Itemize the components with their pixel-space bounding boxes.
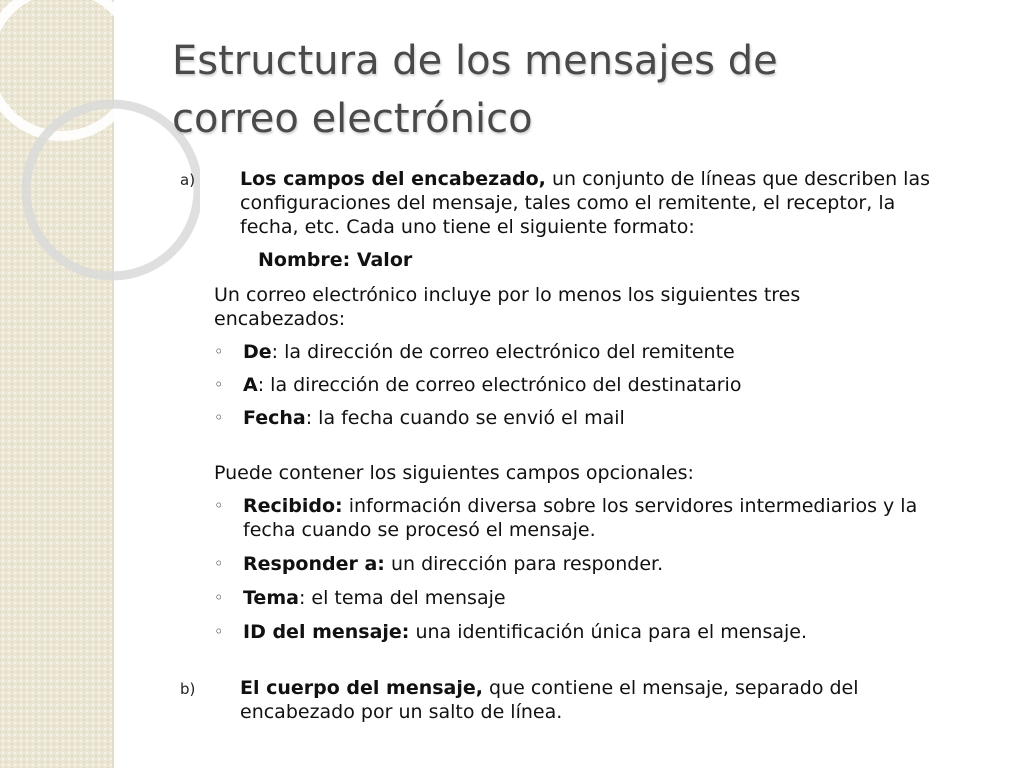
optional-field-recibido: [243, 494, 917, 518]
required-intro-line-2: encabezados:: [214, 308, 346, 330]
optional-field-responder: [243, 552, 663, 576]
required-intro-line-1: Un correo electrónico incluye por lo menos los siguientes tres: [214, 284, 801, 306]
decorative-circles: [0, 0, 200, 320]
optional-field-recibido-cont: fecha cuando se procesó el mensaje.: [243, 519, 596, 541]
item-a-marker: a): [180, 171, 196, 189]
required-field-fecha: [243, 406, 625, 430]
bullet-icon: ◦: [214, 622, 224, 641]
field-name: Fecha: [243, 407, 306, 429]
item-a-bold: Los campos del encabezado,: [240, 168, 546, 190]
item-b-text-1: que contiene el mensaje, separado del: [483, 677, 859, 699]
optional-intro: Puede contener los siguientes campos opcionales:: [214, 462, 694, 484]
item-a-text-1: un conjunto de líneas que describen las: [545, 168, 930, 190]
field-name: Tema: [243, 587, 299, 609]
slide-title: [172, 32, 992, 148]
bullet-icon: ◦: [214, 342, 224, 361]
item-b-marker: b): [180, 680, 196, 698]
required-field-de: [243, 340, 735, 364]
field-description: : la dirección de correo electrónico del remitente: [271, 341, 735, 363]
field-description: información diversa sobre los servidores intermediarios y la: [342, 495, 918, 517]
item-a-line-3: fecha, etc. Cada uno tiene el siguiente formato:: [240, 216, 695, 238]
field-description: : la dirección de correo electrónico del destinatario: [257, 374, 742, 396]
field-name: Recibido:: [243, 495, 343, 517]
bullet-icon: ◦: [214, 588, 224, 607]
item-b-line-1: [240, 676, 859, 700]
bullet-icon: ◦: [214, 408, 224, 427]
bullet-icon: ◦: [214, 375, 224, 394]
title-line-2: correo electrónico: [172, 96, 533, 142]
item-a-line-1: [240, 167, 930, 191]
bullet-icon: ◦: [214, 496, 224, 515]
field-name: De: [243, 341, 272, 363]
header-format: Nombre: Valor: [258, 249, 413, 271]
field-description: una identificación única para el mensaje.: [409, 621, 808, 643]
optional-field-tema: [243, 586, 506, 610]
optional-field-id: [243, 620, 807, 644]
field-description: : el tema del mensaje: [298, 587, 506, 609]
field-description: : la fecha cuando se envió el mail: [305, 407, 625, 429]
field-name: ID del mensaje:: [243, 621, 410, 643]
bullet-icon: ◦: [214, 554, 224, 573]
title-line-1: Estructura de los mensajes de: [172, 38, 778, 84]
required-field-a: [243, 373, 741, 397]
field-name: Responder a:: [243, 553, 385, 575]
item-b-line-2: encabezado por un salto de línea.: [240, 701, 563, 723]
item-a-line-2: configuraciones del mensaje, tales como el remitente, el receptor, la: [240, 192, 896, 214]
field-description: un dirección para responder.: [384, 553, 664, 575]
item-b-bold: El cuerpo del mensaje,: [240, 677, 483, 699]
field-name: A: [243, 374, 258, 396]
